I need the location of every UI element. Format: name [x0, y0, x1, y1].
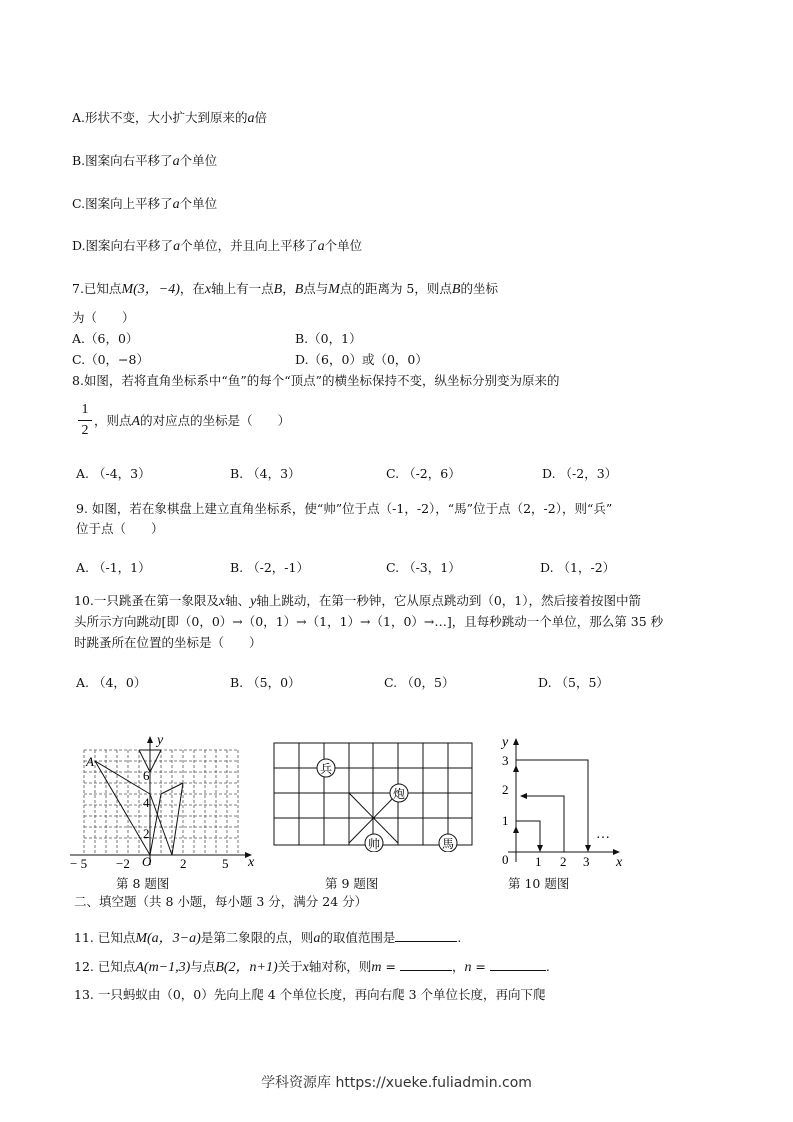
option-8a: A. （-4，3） [76, 466, 151, 481]
chess-piece-bing [317, 759, 335, 777]
option-7d: D.（6，0）或（0，0） [295, 352, 428, 367]
option-9b: B. （-2，-1） [230, 560, 309, 575]
option-8b: B. （4，3） [230, 466, 301, 481]
figure-9 [272, 740, 474, 852]
question-10-stem: 10.一只跳蚤在第一象限及x轴、y轴上跳动，在第一秒钟，它从原点跳动到（0，1），然后接着按图中箭 [74, 593, 642, 609]
option-8d: D. （-2，3） [542, 466, 618, 481]
option-6d: D.图案向右平移了a个单位，并且向上平移了a个单位 [72, 238, 363, 254]
y-arrowhead-icon [513, 738, 519, 745]
option-10b: B. （5，0） [230, 675, 301, 690]
figure-10-x-label: x [616, 855, 623, 870]
question-8-line2: ，则点A的对应点的坐标是（ ） [94, 413, 291, 429]
chess-piece-shuai [365, 834, 383, 852]
fraction-numerator: 1 [81, 402, 89, 417]
flea-path [516, 760, 588, 852]
chess-piece-ma [439, 834, 457, 852]
figure-8-grid [84, 750, 238, 855]
answer-blank-n[interactable] [490, 958, 546, 971]
figure-10-caption: 第 10 题图 [508, 876, 570, 891]
fraction-denominator: 2 [81, 423, 89, 438]
fraction-bar [78, 420, 92, 421]
option-10a: A. （4，0） [76, 675, 147, 690]
option-9d: D. （1，-2） [540, 560, 616, 575]
figure-8-y-label: y [157, 733, 164, 748]
svg-text:馬: 馬 [441, 837, 455, 851]
question-11: 11. 已知点M(a，3−a)是第二象限的点，则a的取值范围是 . [74, 930, 462, 946]
option-8c: C. （-2，6） [386, 466, 461, 481]
y-tick-1: 1 [502, 813, 509, 828]
y-tick-6: 6 [143, 768, 150, 783]
point-a-label: A [86, 754, 94, 769]
option-6a: A.形状不变，大小扩大到原来的a倍 [72, 110, 268, 126]
chess-board-grid [274, 743, 472, 845]
section-2-heading: 二、填空题（共 8 小题，每小题 3 分，满分 24 分） [74, 894, 368, 909]
page-footer: 学科资源库 https://xueke.fuliadmin.com [261, 1075, 532, 1091]
y-tick-4: 4 [143, 795, 150, 810]
x-tick-2: 2 [560, 854, 567, 869]
figure-9-caption: 第 9 题图 [325, 876, 379, 891]
question-7-stem: 7.已知点M(3，−4)，在x轴上有一点B，B点与M点的距离为 5，则点B的坐标 [72, 281, 498, 297]
answer-blank-m[interactable] [400, 958, 452, 971]
x-tick-2: 2 [180, 856, 187, 871]
question-9-line2: 位于点（ ） [76, 521, 164, 536]
question-10-line2: 头所示方向跳动[即（0，0）→（0，1）→（1，1）→（1，0）→…]，且每秒跳动一个单位，那么第 35 秒 [74, 614, 664, 629]
continuation-dots: … [596, 827, 610, 842]
y-tick-2: 2 [143, 826, 150, 841]
x-tick-minus-2: −2 [116, 856, 130, 871]
x-tick-3: 3 [583, 854, 590, 869]
x-tick-minus-5: − 5 [70, 856, 88, 871]
figure-8 [62, 730, 262, 875]
x-tick-5: 5 [222, 856, 229, 871]
svg-text:兵: 兵 [319, 762, 333, 776]
y-tick-3: 3 [502, 753, 509, 768]
y-arrowhead-icon [147, 736, 153, 743]
question-7-line2: 为（ ） [72, 310, 135, 325]
question-8-stem: 8.如图，若将直角坐标系中“鱼”的每个“顶点”的横坐标保持不变，纵坐标分别变为原来的 [72, 373, 560, 388]
figure-8-x-label: x [248, 855, 255, 870]
svg-text:帅: 帅 [367, 837, 381, 851]
question-9-stem: 9. 如图，若在象棋盘上建立直角坐标系，使“帅”位于点（-1，-2），“馬”位于点（2，-2），则“兵” [76, 501, 613, 516]
question-13: 13. 一只蚂蚁由（0，0）先向上爬 4 个单位长度，再向右爬 3 个单位长度，再向下爬 [74, 987, 546, 1002]
origin-label: O [142, 854, 152, 869]
option-9c: C. （-3，1） [386, 560, 461, 575]
origin-label: 0 [502, 852, 509, 867]
svg-text:炮: 炮 [392, 787, 406, 801]
answer-blank[interactable] [395, 929, 457, 942]
fraction-one-half [78, 402, 92, 439]
option-10c: C. （0，5） [384, 675, 455, 690]
x-tick-1: 1 [535, 854, 542, 869]
option-7b: B.（0，1） [295, 331, 362, 346]
option-10d: D. （5，5） [538, 675, 609, 690]
chess-piece-pao [390, 784, 408, 802]
option-7c: C.（0，−8） [72, 352, 149, 367]
figure-8-caption: 第 8 题图 [116, 876, 170, 891]
option-6b: B.图案向右平移了a个单位 [72, 153, 218, 169]
question-12: 12. 已知点A(m−1,3)与点B(2，n+1)关于x轴对称，则m = ，n = . [74, 959, 550, 975]
y-tick-2: 2 [502, 782, 509, 797]
question-10-line3: 时跳蚤所在位置的坐标是（ ） [74, 635, 262, 650]
figure-10 [494, 730, 634, 875]
flea-path-arrowheads [513, 765, 591, 852]
option-7a: A.（6，0） [72, 331, 139, 346]
option-6c: C.图案向上平移了a个单位 [72, 196, 218, 212]
figure-10-y-label: y [502, 735, 509, 750]
option-9a: A. （-1，1） [76, 560, 151, 575]
